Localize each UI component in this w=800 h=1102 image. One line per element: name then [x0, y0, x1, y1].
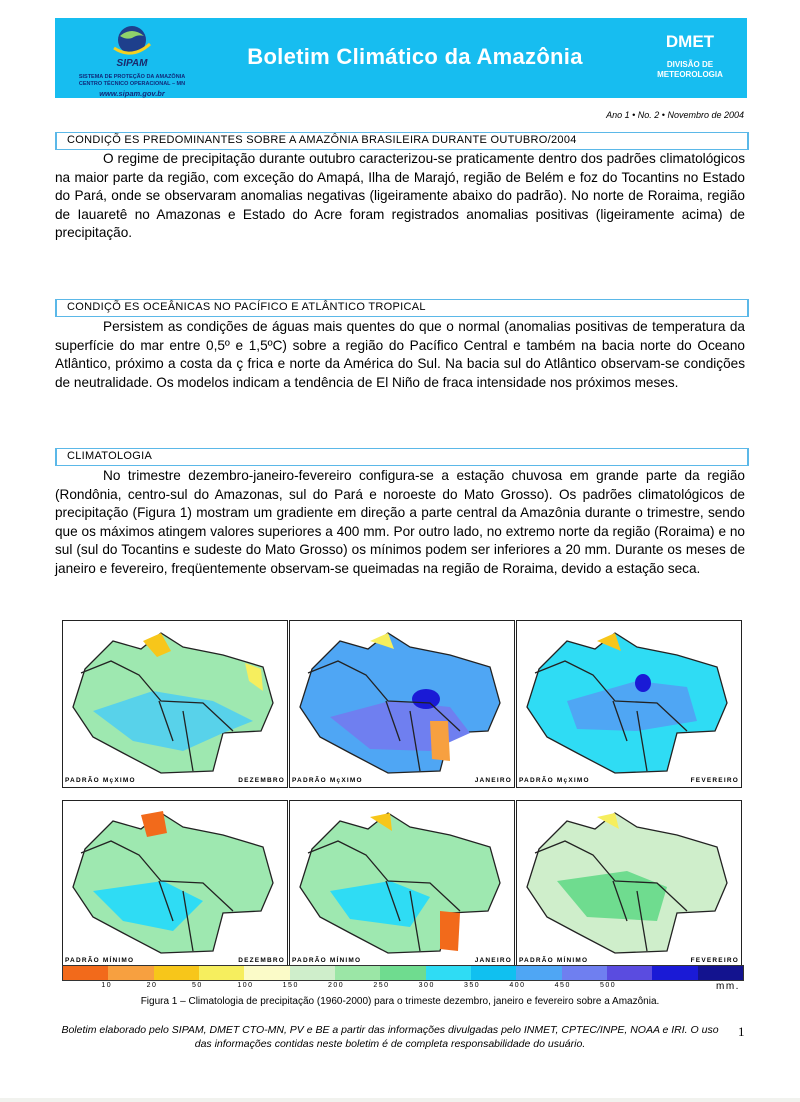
- map-label-right: JANEIRO: [474, 777, 512, 784]
- dmet-label: DMET: [665, 32, 715, 51]
- page-number: 1: [738, 1024, 745, 1039]
- scale-tick-label: 250: [373, 982, 390, 989]
- scale-tick-label: 150: [282, 982, 299, 989]
- map-label-right: JANEIRO: [474, 957, 512, 964]
- scale-swatch: [562, 966, 607, 980]
- scale-swatch: [335, 966, 380, 980]
- scale-unit: mm.: [716, 981, 740, 992]
- figure-maps: [62, 620, 742, 980]
- scale-tick-label: 450: [554, 982, 571, 989]
- scale-swatch: [108, 966, 153, 980]
- map-max-january: [289, 620, 515, 788]
- map-label-right: DEZEMBRO: [238, 777, 285, 784]
- map-label-left: PADRÃO MÍNIMO: [65, 957, 135, 964]
- scale-swatch: [199, 966, 244, 980]
- map-min-december: [62, 800, 288, 968]
- scale-tick-label: 500: [600, 982, 617, 989]
- scale-swatch: [471, 966, 516, 980]
- section-text-ocean: Persistem as condições de águas mais quentes do que o normal (anomalias positivas de temperatura da superfície do mar entre 0,5º e 1,5ºC) sobre a região do Pacífico Central e também na bacia norte do Oceano Atlântico, próximo a costa da ç frica e norte da América do Sul. Na bacia sul do Atlântico observam-se condições de neutralidade. Os modelos indicam a tendência de El Niño de fraca intensidade nos próximos meses.: [55, 319, 745, 390]
- map-label-right: DEZEMBRO: [238, 957, 285, 964]
- scale-tick-label: 350: [464, 982, 481, 989]
- sipam-globe-icon: [110, 22, 154, 62]
- scale-swatch: [244, 966, 289, 980]
- scale-tick-label: 200: [328, 982, 345, 989]
- logo-subtitle-2: CENTRO TÉCNICO OPERACIONAL – MN: [78, 81, 186, 87]
- section-heading-text: CLIMATOLOGIA: [67, 450, 153, 462]
- scale-ticks: [62, 982, 742, 994]
- issue-line: Ano 1 • No. 2 • Novembro de 2004: [606, 110, 744, 120]
- map-label-left: PADRÃO MÍNIMO: [292, 957, 362, 964]
- scale-tick-label: 10: [101, 982, 113, 989]
- page-bottom-edge: [0, 1098, 800, 1102]
- scale-swatch: [698, 966, 743, 980]
- map-label-left: PADRÃO MçXIMO: [65, 777, 136, 784]
- map-label-right: FEVEREIRO: [690, 957, 739, 964]
- section-heading-ocean: [55, 299, 749, 317]
- section-heading-climatology: [55, 448, 749, 466]
- map-label-left: PADRÃO MçXIMO: [292, 777, 363, 784]
- dmet-sub-1: DIVISÃO DE: [666, 60, 714, 69]
- scale-swatch: [516, 966, 561, 980]
- section-heading-text: CONDIÇÕ ES OCEÂNICAS NO PACÍFICO E ATLÂNTICO TROPICAL: [67, 301, 426, 313]
- map-min-january: [289, 800, 515, 968]
- scale-tick-label: 300: [418, 982, 435, 989]
- section-text-climatology: No trimestre dezembro-janeiro-fevereiro configura-se a estação chuvosa em grande parte da região (Rondônia, centro-sul do Amazonas, sul do Pará e noroeste do Mato Grosso). Os padrões climatológicos de precipitação (Figura 1) mostram um gradiente em direção a parte central da Amazônia durante o trimestre, sendo que os máximos atingem valores superiores a 400 mm. Por outro lado, no extremo norte da região (Roraima) e no sul (sul do Tocantins e sudeste do Mato Grosso) os mínimos podem ser inferiores a 20 mm. Durante os meses de janeiro e fevereiro, freqüentemente observam-se queimadas na região de Roraima, devido a estação seca.: [55, 468, 745, 576]
- scale-swatch: [154, 966, 199, 980]
- scale-swatch: [380, 966, 425, 980]
- scale-swatch: [607, 966, 652, 980]
- precipitation-scale-bar: [62, 965, 744, 981]
- header-banner: [55, 18, 747, 98]
- map-label-left: PADRÃO MÍNIMO: [519, 957, 589, 964]
- map-max-december: [62, 620, 288, 788]
- map-label-right: FEVEREIRO: [690, 777, 739, 784]
- scale-swatch: [652, 966, 697, 980]
- dmet-sub-2: METEOROLOGIA: [657, 70, 723, 79]
- map-max-february: [516, 620, 742, 788]
- logo-name: SIPAM: [116, 58, 148, 69]
- section-heading-text: CONDIÇÕ ES PREDOMINANTES SOBRE A AMAZÔNIA BRASILEIRA DURANTE OUTUBRO/2004: [67, 134, 577, 146]
- logo-subtitle-1: SISTEMA DE PROTEÇÃO DA AMAZÔNIA: [78, 74, 186, 80]
- sipam-logo: [63, 20, 201, 96]
- scale-tick-label: 50: [192, 982, 203, 989]
- section-text-conditions: O regime de precipitação durante outubro caracterizou-se praticamente dentro dos padrões climatológicos na maior parte da região, com exceção do Amapá, Ilha de Marajó, região de Belém e foz do Tocantins no Estado do Pará, onde se observaram anomalias negativas (ligeiramente abaixo do padrão). No norte de Roraima, região de Iauaretê no Amazonas e Estado do Acre foram registrados anomalias positivas (ligeiramente acima) de precipitação.: [55, 151, 745, 241]
- map-min-february: [516, 800, 742, 968]
- scale-tick-label: 20: [146, 982, 158, 989]
- page-title: Boletim Climático da Amazônia: [247, 44, 583, 69]
- footer-note: Boletim elaborado pelo SIPAM, DMET CTO-MN, PV e BE a partir das informações divulgadas pelo INMET, CPTEC/INPE, NOAA e IRI. O uso das informações contidas neste boletim é de completa responsabilidade do usuário.: [61, 1024, 719, 1050]
- map-label-left: PADRÃO MçXIMO: [519, 777, 590, 784]
- scale-tick-label: 400: [509, 982, 526, 989]
- scale-swatch: [426, 966, 471, 980]
- logo-url: www.sipam.gov.br: [99, 89, 165, 98]
- scale-swatch: [63, 966, 108, 980]
- scale-tick-label: 100: [237, 982, 254, 989]
- figure-caption: Figura 1 – Climatologia de precipitação (1960-2000) para o trimeste dezembro, janeiro e fevereiro sobre a Amazônia.: [140, 996, 660, 1007]
- scale-swatch: [290, 966, 335, 980]
- section-heading-conditions: [55, 132, 749, 150]
